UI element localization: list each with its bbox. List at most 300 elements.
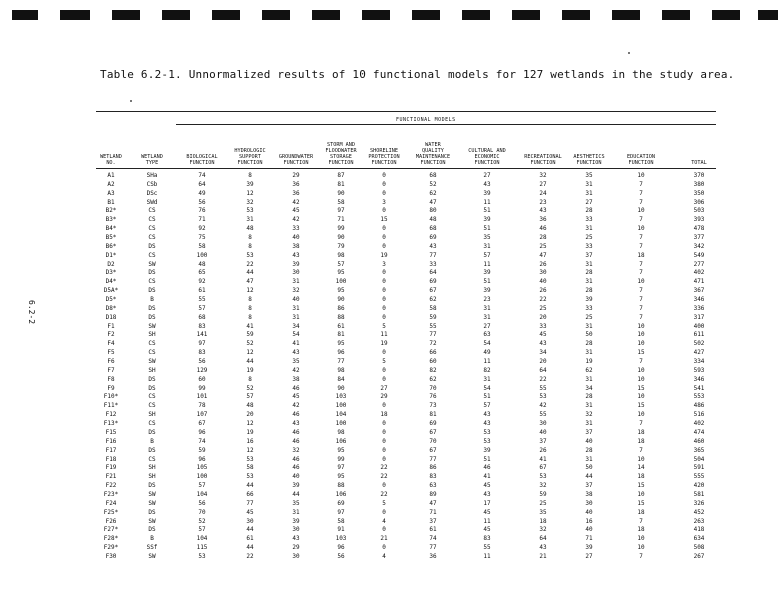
table-cell-groundwater: 39 bbox=[292, 517, 300, 525]
table-cell-cultural: 11 bbox=[483, 517, 491, 525]
table-cell-cultural: 51 bbox=[483, 207, 491, 215]
table-row bbox=[96, 323, 716, 332]
table-cell-hydrologic: 47 bbox=[246, 278, 254, 286]
table-cell-education: 7 bbox=[639, 269, 643, 277]
table-cell-hydrologic: 44 bbox=[246, 526, 254, 534]
table-cell-aesthetics: 31 bbox=[585, 455, 593, 463]
table-cell-biological: 52 bbox=[198, 517, 206, 525]
table-cell-total: 267 bbox=[693, 552, 705, 560]
table-cell-recreational: 43 bbox=[539, 340, 547, 348]
table-cell-total: 611 bbox=[693, 331, 705, 339]
table-cell-shoreline: 0 bbox=[382, 437, 386, 445]
table-cell-storm: 98 bbox=[337, 428, 345, 436]
table-cell-wetland-no: A3 bbox=[107, 189, 115, 197]
table-cell-shoreline: 0 bbox=[382, 446, 386, 454]
table-cell-education: 7 bbox=[639, 420, 643, 428]
table-cell-wetland-no: D5* bbox=[105, 296, 117, 304]
table-cell-wetland-no: F28* bbox=[103, 535, 119, 543]
top-rule bbox=[96, 111, 716, 112]
table-cell-recreational: 55 bbox=[539, 411, 547, 419]
table-cell-shoreline: 5 bbox=[382, 358, 386, 366]
table-row bbox=[96, 278, 716, 287]
table-cell-education: 10 bbox=[637, 375, 645, 383]
table-cell-shoreline: 0 bbox=[382, 366, 386, 374]
table-cell-wetland-no: F24 bbox=[105, 499, 117, 507]
table-cell-groundwater: 31 bbox=[292, 313, 300, 321]
table-cell-storm: 99 bbox=[337, 455, 345, 463]
table-cell-water-quality: 69 bbox=[429, 278, 437, 286]
table-cell-cultural: 51 bbox=[483, 278, 491, 286]
table-cell-total: 486 bbox=[693, 402, 705, 410]
table-cell-total: 474 bbox=[693, 428, 705, 436]
table-cell-education: 10 bbox=[637, 225, 645, 233]
table-cell-recreational: 40 bbox=[539, 278, 547, 286]
table-cell-biological: 92 bbox=[198, 225, 206, 233]
table-cell-wetland-type: SH bbox=[148, 366, 156, 374]
table-cell-water-quality: 33 bbox=[429, 260, 437, 268]
table-cell-recreational: 33 bbox=[539, 322, 547, 330]
table-cell-shoreline: 4 bbox=[382, 517, 386, 525]
table-cell-shoreline: 0 bbox=[382, 269, 386, 277]
table-cell-storm: 90 bbox=[337, 189, 345, 197]
table-cell-total: 452 bbox=[693, 508, 705, 516]
table-cell-groundwater: 40 bbox=[292, 473, 300, 481]
table-row bbox=[96, 207, 716, 216]
table-cell-recreational: 37 bbox=[539, 437, 547, 445]
table-cell-shoreline: 5 bbox=[382, 499, 386, 507]
table-cell-aesthetics: 31 bbox=[585, 260, 593, 268]
table-cell-shoreline: 0 bbox=[382, 455, 386, 463]
table-cell-hydrologic: 57 bbox=[246, 393, 254, 401]
table-cell-groundwater: 54 bbox=[292, 331, 300, 339]
table-cell-wetland-no: F26 bbox=[105, 517, 117, 525]
table-cell-cultural: 54 bbox=[483, 340, 491, 348]
table-cell-education: 10 bbox=[637, 322, 645, 330]
table-cell-biological: 67 bbox=[198, 420, 206, 428]
table-cell-wetland-type: SH bbox=[148, 473, 156, 481]
table-cell-total: 460 bbox=[693, 437, 705, 445]
table-cell-aesthetics: 33 bbox=[585, 242, 593, 250]
table-cell-education: 7 bbox=[639, 180, 643, 188]
table-cell-aesthetics: 16 bbox=[585, 517, 593, 525]
table-cell-recreational: 43 bbox=[539, 207, 547, 215]
table-cell-aesthetics: 31 bbox=[585, 402, 593, 410]
table-cell-total: 504 bbox=[693, 455, 705, 463]
table-cell-education: 18 bbox=[637, 428, 645, 436]
table-cell-cultural: 23 bbox=[483, 296, 491, 304]
table-cell-biological: 92 bbox=[198, 278, 206, 286]
table-row bbox=[96, 385, 716, 394]
table-cell-education: 10 bbox=[637, 207, 645, 215]
table-cell-water-quality: 77 bbox=[429, 251, 437, 259]
table-cell-recreational: 53 bbox=[539, 393, 547, 401]
table-cell-recreational: 26 bbox=[539, 446, 547, 454]
table-cell-wetland-type: SSf bbox=[146, 544, 158, 552]
table-cell-storm: 95 bbox=[337, 446, 345, 454]
table-row bbox=[96, 500, 716, 509]
table-cell-wetland-no: B4* bbox=[105, 225, 117, 233]
table-cell-hydrologic: 22 bbox=[246, 260, 254, 268]
table-cell-cultural: 82 bbox=[483, 366, 491, 374]
table-cell-storm: 98 bbox=[337, 251, 345, 259]
table-cell-education: 7 bbox=[639, 517, 643, 525]
table-cell-total: 591 bbox=[693, 464, 705, 472]
table-cell-wetland-no: F7 bbox=[107, 366, 115, 374]
table-cell-wetland-type: DS bbox=[148, 269, 156, 277]
table-cell-aesthetics: 37 bbox=[585, 482, 593, 490]
table-cell-groundwater: 30 bbox=[292, 269, 300, 277]
table-cell-education: 15 bbox=[637, 384, 645, 392]
table-cell-wetland-no: F8 bbox=[107, 375, 115, 383]
table-cell-total: 306 bbox=[693, 198, 705, 206]
table-cell-education: 10 bbox=[637, 455, 645, 463]
table-cell-wetland-type: DS bbox=[148, 508, 156, 516]
table-cell-cultural: 49 bbox=[483, 349, 491, 357]
table-cell-wetland-type: DS bbox=[148, 482, 156, 490]
table-cell-shoreline: 3 bbox=[382, 198, 386, 206]
table-cell-shoreline: 0 bbox=[382, 287, 386, 295]
table-cell-aesthetics: 31 bbox=[585, 420, 593, 428]
table-cell-cultural: 45 bbox=[483, 508, 491, 516]
table-cell-groundwater: 46 bbox=[292, 411, 300, 419]
table-cell-groundwater: 42 bbox=[292, 366, 300, 374]
table-cell-biological: 57 bbox=[198, 526, 206, 534]
table-cell-wetland-no: F25* bbox=[103, 508, 119, 516]
table-cell-education: 10 bbox=[637, 340, 645, 348]
table-cell-education: 15 bbox=[637, 482, 645, 490]
table-cell-groundwater: 46 bbox=[292, 455, 300, 463]
table-cell-wetland-no: F15 bbox=[105, 428, 117, 436]
speck bbox=[628, 52, 630, 54]
table-cell-water-quality: 70 bbox=[429, 384, 437, 392]
table-cell-biological: 83 bbox=[198, 322, 206, 330]
table-cell-education: 18 bbox=[637, 526, 645, 534]
table-cell-storm: 100 bbox=[335, 420, 347, 428]
table-cell-hydrologic: 44 bbox=[246, 269, 254, 277]
table-row bbox=[96, 456, 716, 465]
data-table bbox=[96, 172, 716, 562]
table-cell-aesthetics: 28 bbox=[585, 269, 593, 277]
table-cell-hydrologic: 32 bbox=[246, 198, 254, 206]
table-cell-water-quality: 61 bbox=[429, 526, 437, 534]
table-cell-storm: 106 bbox=[335, 437, 347, 445]
table-cell-groundwater: 30 bbox=[292, 526, 300, 534]
table-cell-cultural: 31 bbox=[483, 242, 491, 250]
table-cell-biological: 78 bbox=[198, 402, 206, 410]
table-cell-total: 317 bbox=[693, 313, 705, 321]
table-cell-shoreline: 27 bbox=[380, 384, 388, 392]
table-cell-biological: 83 bbox=[198, 349, 206, 357]
table-cell-water-quality: 58 bbox=[429, 304, 437, 312]
table-cell-groundwater: 39 bbox=[292, 482, 300, 490]
table-cell-wetland-type: CS bbox=[148, 402, 156, 410]
table-cell-education: 7 bbox=[639, 287, 643, 295]
table-cell-total: 553 bbox=[693, 393, 705, 401]
header-rule bbox=[96, 168, 716, 169]
table-cell-education: 10 bbox=[637, 544, 645, 552]
column-header-shoreline: SHORELINE PROTECTION FUNCTION bbox=[368, 148, 400, 166]
table-cell-storm: 95 bbox=[337, 287, 345, 295]
table-cell-recreational: 59 bbox=[539, 490, 547, 498]
table-row bbox=[96, 305, 716, 314]
table-cell-cultural: 39 bbox=[483, 216, 491, 224]
table-cell-aesthetics: 37 bbox=[585, 251, 593, 259]
table-cell-water-quality: 72 bbox=[429, 340, 437, 348]
table-cell-shoreline: 0 bbox=[382, 296, 386, 304]
table-cell-wetland-type: CS bbox=[148, 278, 156, 286]
table-cell-groundwater: 33 bbox=[292, 225, 300, 233]
table-cell-storm: 61 bbox=[337, 322, 345, 330]
column-header-biological: BIOLOGICAL FUNCTION bbox=[186, 154, 218, 166]
table-cell-wetland-no: F6 bbox=[107, 358, 115, 366]
page-number: 6.2-2 bbox=[27, 300, 36, 325]
table-cell-recreational: 20 bbox=[539, 313, 547, 321]
table-cell-cultural: 41 bbox=[483, 473, 491, 481]
table-cell-shoreline: 0 bbox=[382, 508, 386, 516]
table-cell-education: 7 bbox=[639, 304, 643, 312]
table-cell-total: 263 bbox=[693, 517, 705, 525]
table-cell-storm: 106 bbox=[335, 490, 347, 498]
table-row bbox=[96, 172, 716, 181]
table-cell-wetland-type: DS bbox=[148, 384, 156, 392]
table-cell-education: 10 bbox=[637, 490, 645, 498]
table-cell-water-quality: 73 bbox=[429, 402, 437, 410]
table-cell-education: 10 bbox=[637, 278, 645, 286]
table-cell-total: 503 bbox=[693, 207, 705, 215]
table-cell-aesthetics: 25 bbox=[585, 313, 593, 321]
table-cell-groundwater: 34 bbox=[292, 322, 300, 330]
table-cell-recreational: 41 bbox=[539, 455, 547, 463]
table-cell-groundwater: 46 bbox=[292, 384, 300, 392]
table-cell-wetland-type: CS bbox=[148, 455, 156, 463]
table-cell-recreational: 27 bbox=[539, 180, 547, 188]
table-cell-cultural: 63 bbox=[483, 331, 491, 339]
table-cell-water-quality: 69 bbox=[429, 234, 437, 242]
table-cell-total: 400 bbox=[693, 322, 705, 330]
table-cell-aesthetics: 44 bbox=[585, 473, 593, 481]
group-header: FUNCTIONAL MODELS bbox=[396, 117, 456, 123]
table-cell-cultural: 57 bbox=[483, 402, 491, 410]
table-cell-wetland-type: DS bbox=[148, 304, 156, 312]
table-cell-wetland-type: CS bbox=[148, 340, 156, 348]
table-cell-cultural: 39 bbox=[483, 287, 491, 295]
table-cell-water-quality: 63 bbox=[429, 482, 437, 490]
table-cell-aesthetics: 35 bbox=[585, 172, 593, 179]
table-cell-biological: 58 bbox=[198, 242, 206, 250]
table-cell-aesthetics: 33 bbox=[585, 304, 593, 312]
table-row bbox=[96, 509, 716, 518]
table-cell-wetland-type: DS bbox=[148, 287, 156, 295]
table-cell-wetland-no: F29* bbox=[103, 544, 119, 552]
table-cell-biological: 115 bbox=[196, 544, 208, 552]
table-cell-wetland-no: F16 bbox=[105, 437, 117, 445]
table-cell-wetland-type: B bbox=[150, 437, 154, 445]
table-cell-total: 380 bbox=[693, 180, 705, 188]
table-cell-hydrologic: 61 bbox=[246, 535, 254, 543]
table-cell-cultural: 11 bbox=[483, 552, 491, 560]
table-cell-water-quality: 62 bbox=[429, 296, 437, 304]
table-cell-wetland-no: D8* bbox=[105, 304, 117, 312]
table-cell-education: 10 bbox=[637, 411, 645, 419]
table-cell-shoreline: 0 bbox=[382, 526, 386, 534]
table-cell-recreational: 26 bbox=[539, 287, 547, 295]
table-cell-cultural: 45 bbox=[483, 482, 491, 490]
table-cell-biological: 107 bbox=[196, 411, 208, 419]
table-row bbox=[96, 438, 716, 447]
table-cell-education: 15 bbox=[637, 349, 645, 357]
table-cell-storm: 71 bbox=[337, 216, 345, 224]
table-cell-biological: 56 bbox=[198, 499, 206, 507]
table-cell-recreational: 25 bbox=[539, 499, 547, 507]
table-cell-wetland-type: DS bbox=[148, 313, 156, 321]
table-cell-shoreline: 0 bbox=[382, 428, 386, 436]
table-cell-hydrologic: 53 bbox=[246, 473, 254, 481]
column-header-hydrologic: HYDROLOGIC SUPPORT FUNCTION bbox=[234, 148, 266, 166]
table-cell-total: 326 bbox=[693, 499, 705, 507]
table-cell-water-quality: 74 bbox=[429, 535, 437, 543]
table-cell-wetland-type: SW bbox=[148, 517, 156, 525]
table-cell-education: 10 bbox=[637, 172, 645, 179]
table-cell-recreational: 42 bbox=[539, 402, 547, 410]
table-cell-shoreline: 15 bbox=[380, 216, 388, 224]
table-cell-hydrologic: 52 bbox=[246, 340, 254, 348]
table-cell-water-quality: 52 bbox=[429, 180, 437, 188]
table-cell-cultural: 51 bbox=[483, 225, 491, 233]
table-row bbox=[96, 190, 716, 199]
table-cell-shoreline: 0 bbox=[382, 349, 386, 357]
table-cell-hydrologic: 53 bbox=[246, 207, 254, 215]
table-cell-education: 18 bbox=[637, 251, 645, 259]
table-cell-hydrologic: 12 bbox=[246, 189, 254, 197]
table-cell-storm: 97 bbox=[337, 207, 345, 215]
table-cell-cultural: 11 bbox=[483, 198, 491, 206]
table-cell-wetland-type: SH bbox=[148, 331, 156, 339]
table-cell-aesthetics: 31 bbox=[585, 189, 593, 197]
table-cell-wetland-type: DS bbox=[148, 526, 156, 534]
table-cell-recreational: 47 bbox=[539, 251, 547, 259]
table-cell-total: 555 bbox=[693, 473, 705, 481]
table-cell-recreational: 46 bbox=[539, 225, 547, 233]
table-cell-storm: 96 bbox=[337, 349, 345, 357]
table-cell-aesthetics: 40 bbox=[585, 526, 593, 534]
table-cell-groundwater: 43 bbox=[292, 251, 300, 259]
table-row bbox=[96, 429, 716, 438]
table-cell-aesthetics: 32 bbox=[585, 411, 593, 419]
table-row bbox=[96, 420, 716, 429]
table-row bbox=[96, 314, 716, 323]
table-cell-wetland-type: SWd bbox=[146, 198, 158, 206]
table-cell-wetland-type: CS bbox=[148, 349, 156, 357]
table-cell-shoreline: 4 bbox=[382, 552, 386, 560]
table-cell-storm: 69 bbox=[337, 499, 345, 507]
table-cell-biological: 99 bbox=[198, 384, 206, 392]
table-cell-shoreline: 3 bbox=[382, 260, 386, 268]
table-cell-biological: 70 bbox=[198, 508, 206, 516]
table-row bbox=[96, 340, 716, 349]
table-cell-recreational: 26 bbox=[539, 260, 547, 268]
table-cell-hydrologic: 12 bbox=[246, 420, 254, 428]
table-cell-aesthetics: 62 bbox=[585, 366, 593, 374]
table-cell-wetland-no: F21 bbox=[105, 473, 117, 481]
table-cell-education: 7 bbox=[639, 234, 643, 242]
table-cell-shoreline: 0 bbox=[382, 278, 386, 286]
table-cell-groundwater: 36 bbox=[292, 189, 300, 197]
table-row bbox=[96, 464, 716, 473]
table-cell-water-quality: 48 bbox=[429, 216, 437, 224]
column-header-groundwater: GROUNDWATER FUNCTION bbox=[278, 154, 314, 166]
table-cell-storm: 88 bbox=[337, 482, 345, 490]
table-cell-aesthetics: 25 bbox=[585, 234, 593, 242]
table-cell-groundwater: 41 bbox=[292, 340, 300, 348]
table-cell-storm: 103 bbox=[335, 535, 347, 543]
table-cell-water-quality: 77 bbox=[429, 455, 437, 463]
table-cell-recreational: 64 bbox=[539, 535, 547, 543]
table-cell-water-quality: 70 bbox=[429, 437, 437, 445]
table-cell-storm: 100 bbox=[335, 278, 347, 286]
table-cell-storm: 88 bbox=[337, 313, 345, 321]
table-cell-wetland-type: SHa bbox=[146, 172, 158, 179]
table-cell-storm: 98 bbox=[337, 366, 345, 374]
table-cell-storm: 58 bbox=[337, 198, 345, 206]
table-cell-wetland-type: SW bbox=[148, 490, 156, 498]
table-cell-total: 471 bbox=[693, 278, 705, 286]
table-cell-hydrologic: 39 bbox=[246, 180, 254, 188]
table-cell-aesthetics: 31 bbox=[585, 278, 593, 286]
table-cell-wetland-type: DS bbox=[148, 375, 156, 383]
table-cell-hydrologic: 20 bbox=[246, 411, 254, 419]
table-cell-aesthetics: 27 bbox=[585, 552, 593, 560]
table-cell-aesthetics: 38 bbox=[585, 490, 593, 498]
table-cell-biological: 60 bbox=[198, 375, 206, 383]
table-cell-cultural: 43 bbox=[483, 490, 491, 498]
table-row bbox=[96, 225, 716, 234]
table-cell-biological: 75 bbox=[198, 234, 206, 242]
table-cell-biological: 129 bbox=[196, 366, 208, 374]
table-cell-total: 508 bbox=[693, 544, 705, 552]
table-cell-recreational: 30 bbox=[539, 269, 547, 277]
table-cell-water-quality: 69 bbox=[429, 420, 437, 428]
column-header-education: EDUCATION FUNCTION bbox=[626, 154, 656, 166]
table-cell-education: 18 bbox=[637, 508, 645, 516]
table-cell-water-quality: 66 bbox=[429, 349, 437, 357]
table-cell-cultural: 31 bbox=[483, 313, 491, 321]
table-cell-wetland-type: CS bbox=[148, 251, 156, 259]
table-row bbox=[96, 553, 716, 562]
table-cell-aesthetics: 28 bbox=[585, 207, 593, 215]
table-cell-groundwater: 31 bbox=[292, 304, 300, 312]
table-cell-storm: 77 bbox=[337, 358, 345, 366]
table-row bbox=[96, 535, 716, 544]
table-cell-cultural: 31 bbox=[483, 304, 491, 312]
table-cell-total: 342 bbox=[693, 242, 705, 250]
table-cell-biological: 57 bbox=[198, 304, 206, 312]
table-cell-groundwater: 40 bbox=[292, 296, 300, 304]
table-cell-wetland-no: F12 bbox=[105, 411, 117, 419]
table-cell-aesthetics: 30 bbox=[585, 499, 593, 507]
table-row bbox=[96, 411, 716, 420]
table-cell-biological: 105 bbox=[196, 464, 208, 472]
table-row bbox=[96, 331, 716, 340]
table-cell-cultural: 51 bbox=[483, 393, 491, 401]
table-row bbox=[96, 393, 716, 402]
table-row bbox=[96, 181, 716, 190]
table-cell-cultural: 83 bbox=[483, 535, 491, 543]
table-cell-water-quality: 59 bbox=[429, 313, 437, 321]
table-cell-recreational: 40 bbox=[539, 428, 547, 436]
table-cell-groundwater: 43 bbox=[292, 349, 300, 357]
table-cell-hydrologic: 53 bbox=[246, 251, 254, 259]
table-cell-hydrologic: 12 bbox=[246, 349, 254, 357]
